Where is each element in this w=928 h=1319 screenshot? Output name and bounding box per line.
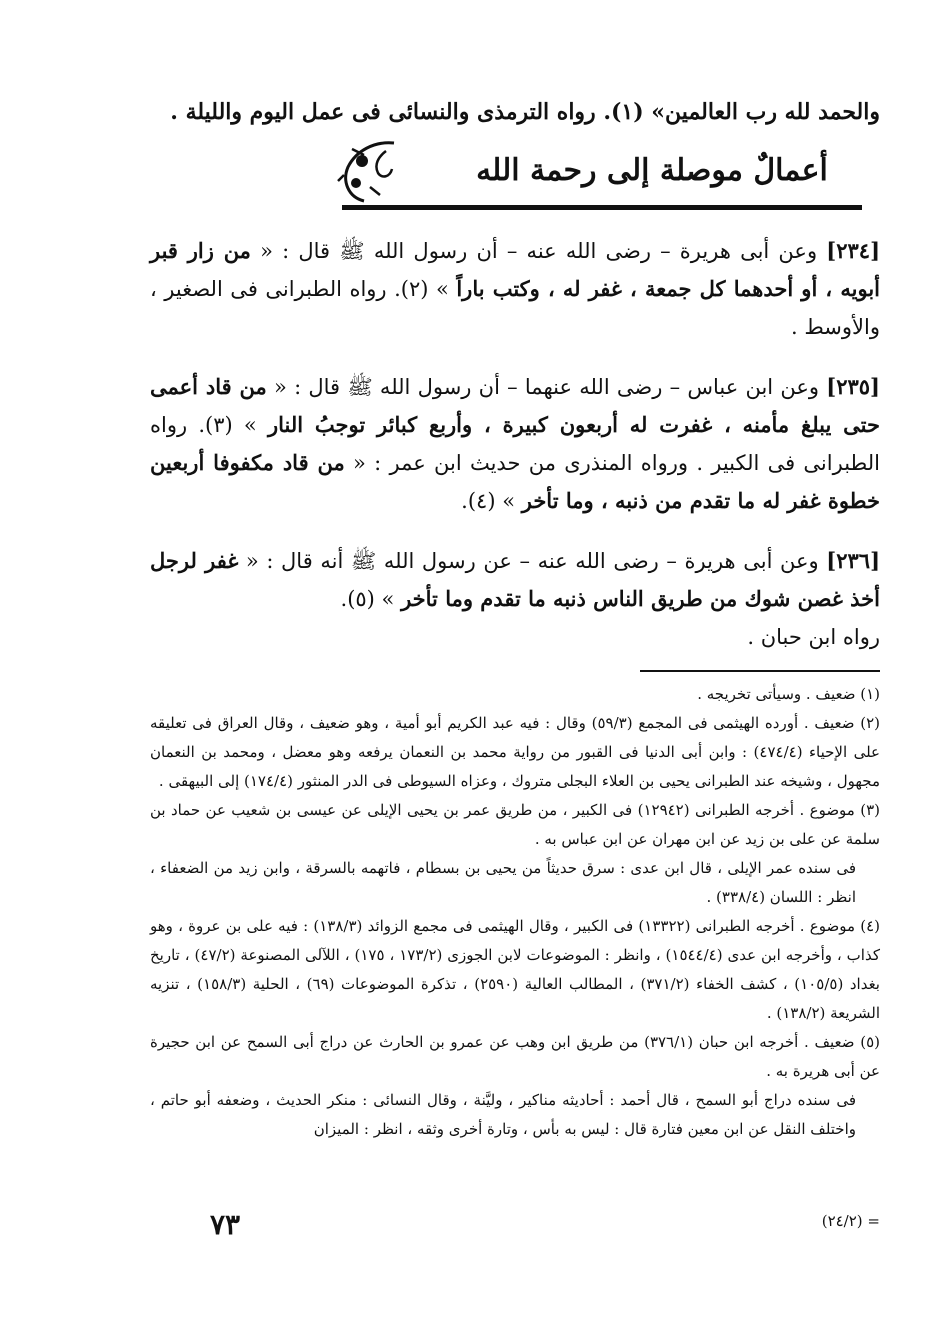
hadith-tail-2: » (٤). bbox=[461, 489, 516, 513]
hadith-text: من زار قبر أبويه ، أو أحدهما كل جمعة ، غفر له ، وكتب باراً bbox=[150, 238, 880, 301]
hadith-text-2: من قاد مكفوفا أربعين خطوة غفر له ما تقدم من ذنبه ، وما تأخر bbox=[150, 450, 880, 513]
hadith-tail: » (٣). رواه الطبرانى فى الكبير . ورواه المنذرى من حديث ابن عمر : « bbox=[150, 413, 880, 475]
footnote: (٢) ضعيف . أورده الهيثمى فى المجمع (٥٩/٣) وقال : فيه عبد الكريم أبو أمية ، وهو ضعيف ، وقال العراق فى تعليقه على الإحياء (٤٧٤/٤) : وابن أبى الدنيا فى القبور من رواية محمد بن النعمان يرفعه وهو معضل ، ومحمد بن النعمان مجهول ، وشيخه عند الطبرانى يحيى بن العلاء البجلى متروك ، وعزاه السيوطى فى الدر المنثور (١٧٤/٤) إلى البيهقى . bbox=[150, 714, 881, 790]
footnote-continuation: = (٢٤/٢) bbox=[821, 1212, 880, 1230]
hadith-text: من قاد أعمى حتى يبلغ مأمنه ، غفرت له أربعون كبيرة ، وأربع كبائر توجبُ النار bbox=[150, 374, 880, 437]
hadith-text: غفر لرجل أخذ غصن شوك من طريق الناس ذنبه ما تقدم وما تأخر bbox=[150, 548, 880, 611]
hadith-intro: وعن أبى هريرة – رضى الله عنه – عن رسول الله ﷺ أنه قال : « bbox=[245, 549, 819, 573]
lead-line: والحمد لله رب العالمين» (١). رواه الترمذى والنسائى فى عمل اليوم والليلة . bbox=[170, 99, 880, 125]
footnote: فى سنده عمر الإيلى ، قال ابن عدى : سرق حديثاً من يحيى بن بسطام ، فاتهمه بالسرقة ، وابن زيد من الضعفاء ، انظر : اللسان (٣٣٨/٤) . bbox=[150, 859, 856, 906]
hadith-tail: » (٢). رواه الطبرانى فى الصغير ، والأوسط . bbox=[150, 277, 880, 339]
footnotes bbox=[150, 680, 880, 1144]
hadith-number: [٢٣٥] bbox=[826, 374, 880, 399]
hadith-source: رواه ابن حبان . bbox=[747, 625, 880, 649]
footnote: (٥) ضعيف . أخرجه ابن حبان (٣٧٦/١) من طريق ابن وهب عن عمرو بن الحارث عن دراج أبى السمح عن ابن حجيرة عن أبى هريرة به . bbox=[150, 1033, 880, 1080]
section-banner bbox=[342, 143, 862, 210]
hadith-number: [٢٣٤] bbox=[826, 238, 880, 263]
page-body bbox=[150, 95, 880, 1275]
hadith-intro: وعن ابن عباس – رضى الله عنهما – أن رسول الله ﷺ قال : « bbox=[274, 375, 820, 399]
footnote: (٣) موضوع . أخرجه الطبرانى (١٢٩٤٢) فى الكبير ، من طريق عمر بن يحيى الإيلى عن عيسى بن شعيب عن حماد بن سلمة عن على بن زيد عن ابن مهران عن ابن عباس به . bbox=[150, 801, 880, 848]
footnote: فى سنده دراج أبو السمح ، قال أحمد : أحاديثه مناكير ، وليَّنة ، وقال النسائى : منكر الحديث ، وضعفه أبو حاتم ، واختلف النقل عن ابن معين فتارة قال : ليس به بأس ، وتارة أخرى وثقه ، انظر : الميزان bbox=[150, 1091, 856, 1138]
footnote: (٤) موضوع . أخرجه الطبرانى (١٣٣٢٢) فى الكبير ، وقال الهيثمى فى مجمع الزوائد (١٣٨/٣) : فيه على بن عروة ، وهو كذاب ، وأخرجه ابن عدى (١٥٤٤/٤) ، وانظر : الموضوعات لابن الجوزى (١٧٣/٢ ، ١٧٥) ، اللآلى المصنوعة (٤٧/٢) ، تاريخ بغداد (١٠٥/٥) ، كشف الخفاء (٣٧١/٢) ، المطالب العالية (٢٥٩٠) ، تذكرة الموضوعات (٦٩) ، الحلية (١٥٨/٣) ، تنزيه الشريعة (١٣٨/٢) . bbox=[150, 917, 880, 1022]
hadith-tail: » (٥). bbox=[340, 587, 395, 611]
hadith-234 bbox=[150, 232, 880, 346]
hadith-intro: وعن أبى هريرة – رضى الله عنه – أن رسول الله ﷺ قال : « bbox=[260, 239, 818, 263]
hadith-number: [٢٣٦] bbox=[826, 548, 880, 573]
floral-ornament-icon bbox=[334, 137, 404, 207]
hadith-235 bbox=[150, 368, 880, 520]
hadith-236 bbox=[150, 542, 880, 656]
page-number: ٧٣ bbox=[210, 1208, 241, 1241]
footnote-divider bbox=[640, 670, 880, 672]
section-title: أعمالٌ موصلة إلى رحمة الله bbox=[476, 153, 828, 188]
footnote: (١) ضعيف . وسيأتى تخريجه . bbox=[697, 685, 880, 703]
